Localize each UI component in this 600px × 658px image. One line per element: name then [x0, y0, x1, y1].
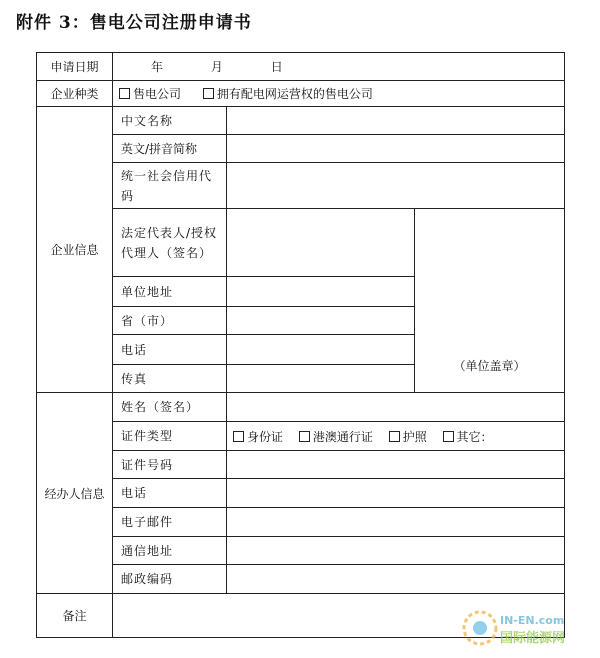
company-row — [37, 135, 565, 163]
date-day: 日 — [270, 60, 283, 74]
type-label: 企业种类 — [37, 81, 113, 107]
type-option-distribution[interactable]: 拥有配电网运营权的售电公司 — [203, 87, 373, 101]
date-label: 申请日期 — [37, 53, 113, 81]
agent-row — [37, 565, 565, 594]
date-year: 年 — [151, 60, 164, 74]
field-input[interactable] — [227, 163, 565, 209]
remarks-label: 备注 — [37, 594, 113, 638]
field-input[interactable] — [227, 107, 565, 135]
id-option-other[interactable]: 其它： — [443, 430, 493, 444]
agent-row — [37, 479, 565, 508]
field-label: 电话 — [113, 335, 227, 365]
field-input[interactable] — [227, 365, 415, 393]
company-row — [37, 163, 565, 209]
checkbox-icon[interactable] — [299, 431, 310, 442]
company-section-label: 企业信息 — [37, 107, 113, 393]
field-label: 通信地址 — [113, 537, 227, 565]
field-input[interactable] — [227, 277, 415, 307]
field-label: 法定代表人/授权代理人（签名） — [113, 209, 227, 277]
watermark-brand-en: IN-EN.com — [500, 614, 565, 627]
company-row — [37, 107, 565, 135]
agent-row — [37, 451, 565, 479]
field-label: 统一社会信用代码 — [113, 163, 227, 209]
checkbox-icon[interactable] — [443, 431, 454, 442]
watermark-logo — [436, 602, 596, 652]
field-label: 电话 — [113, 479, 227, 508]
field-input[interactable] — [227, 451, 565, 479]
id-option-hk-macau-pass[interactable]: 港澳通行证 — [299, 430, 373, 444]
checkbox-icon[interactable] — [119, 88, 130, 99]
date-month: 月 — [210, 60, 223, 74]
globe-icon — [473, 621, 487, 635]
agent-row — [37, 393, 565, 422]
field-input[interactable] — [227, 537, 565, 565]
field-label: 中文名称 — [113, 107, 227, 135]
watermark-brand-cn: 国际能源网 — [500, 631, 566, 646]
field-label: 证件号码 — [113, 451, 227, 479]
agent-section-label: 经办人信息 — [37, 393, 113, 594]
field-label: 电子邮件 — [113, 508, 227, 537]
field-input[interactable] — [227, 135, 565, 163]
field-label: 省（市） — [113, 307, 227, 335]
field-label: 邮政编码 — [113, 565, 227, 594]
field-input[interactable] — [227, 508, 565, 537]
type-row — [37, 81, 565, 107]
agent-row — [37, 508, 565, 537]
id-type-options — [227, 422, 565, 451]
field-input[interactable] — [227, 393, 565, 422]
type-options — [113, 81, 565, 107]
stamp-area: （单位盖章） — [415, 209, 565, 393]
field-label: 证件类型 — [113, 422, 227, 451]
date-row — [37, 53, 565, 81]
agent-row — [37, 537, 565, 565]
field-label: 传真 — [113, 365, 227, 393]
agent-row — [37, 422, 565, 451]
page-title: 附件 3：售电公司注册申请书 — [16, 13, 252, 33]
field-label: 单位地址 — [113, 277, 227, 307]
id-option-passport[interactable]: 护照 — [389, 430, 427, 444]
field-label: 英文/拼音简称 — [113, 135, 227, 163]
id-option-id-card[interactable]: 身份证 — [233, 430, 283, 444]
field-input[interactable] — [227, 565, 565, 594]
registration-form — [36, 52, 565, 638]
field-label: 姓名（签名） — [113, 393, 227, 422]
field-input[interactable] — [227, 479, 565, 508]
company-row — [37, 209, 565, 277]
field-input[interactable] — [227, 307, 415, 335]
checkbox-icon[interactable] — [233, 431, 244, 442]
checkbox-icon[interactable] — [203, 88, 214, 99]
date-field[interactable] — [113, 53, 565, 81]
field-input[interactable] — [227, 335, 415, 365]
type-option-retailer[interactable]: 售电公司 — [119, 87, 181, 101]
checkbox-icon[interactable] — [389, 431, 400, 442]
field-input[interactable] — [227, 209, 415, 277]
